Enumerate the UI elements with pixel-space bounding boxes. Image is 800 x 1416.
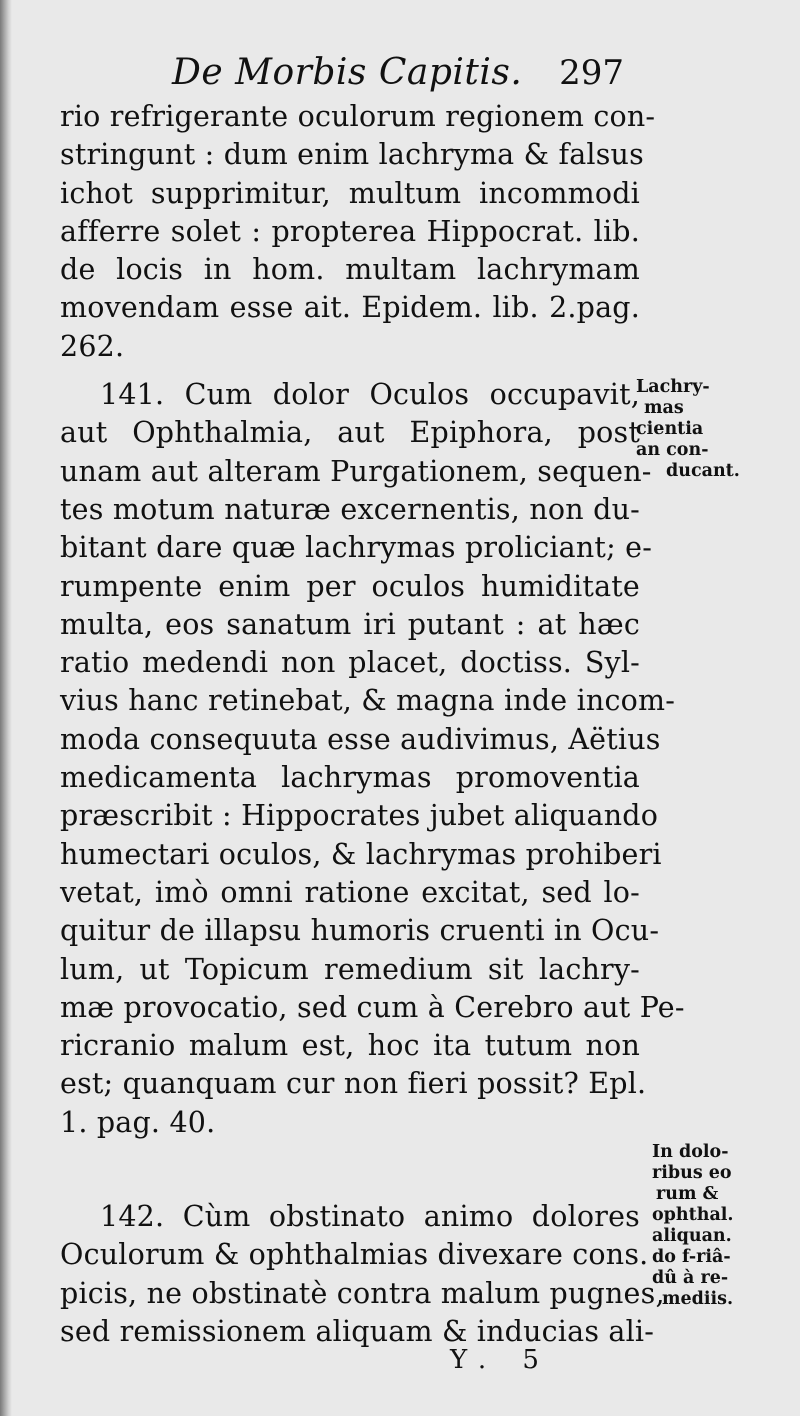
text-line: sed remissionem aliquam & inducias ali-: [60, 1314, 655, 1348]
text-line: vius hanc retinebat, & magna inde incom-: [60, 684, 676, 718]
text-line: de locis in hom. multam lachrymam: [60, 253, 640, 287]
margin-note-line: do f-riâ-: [652, 1247, 731, 1267]
text-line: rio refrigerante oculorum regionem con-: [60, 100, 656, 133]
text-line: unam aut alteram Purgationem, sequen-: [60, 454, 652, 488]
text-line: ricranio malum est, hoc ita tutum non: [60, 1029, 640, 1063]
margin-note-line: rum &: [656, 1184, 719, 1204]
signature-mark: Y. 5: [450, 1345, 553, 1375]
paragraph-gap: [60, 1142, 640, 1198]
page-number: 297: [559, 53, 624, 93]
margin-note-line: an con-: [636, 440, 709, 460]
page-header: [60, 48, 630, 98]
text-line: medicamenta lachrymas promoventia: [60, 761, 640, 795]
margin-note-line: mas: [644, 398, 684, 418]
margin-note-line: aliquan.: [652, 1226, 732, 1246]
margin-note-line: ribus eo: [652, 1163, 732, 1183]
text-line: 1. pag. 40.: [60, 1105, 216, 1139]
text-line: quitur de illapsu humoris cruenti in Ocu-: [60, 914, 660, 948]
margin-note-line: ducant.: [666, 461, 740, 481]
text-line: humectari oculos, & lachrymas prohiberi: [60, 837, 662, 871]
text-line: movendam esse ait. Epidem. lib. 2.pag.: [60, 291, 640, 325]
paragraph-142-first-line: 142. Cùm obstinato animo dolores: [100, 1200, 640, 1234]
text-line: stringunt : dum enim lachryma & falsus: [60, 138, 644, 172]
margin-note-line: mediis.: [662, 1289, 734, 1309]
text-line: picis, ne obstinatè contra malum pugnes,: [60, 1276, 665, 1310]
text-line: moda consequuta esse audivimus, Aëtius: [60, 722, 661, 756]
text-line: ratio medendi non placet, doctiss. Syl-: [60, 646, 640, 680]
running-head: De Morbis Capitis.: [172, 52, 523, 93]
page-gutter-shadow: [0, 0, 12, 1416]
text-line: lum, ut Topicum remedium sit lachry-: [60, 952, 640, 986]
margin-note-line: ophthal.: [652, 1205, 734, 1225]
text-line: bitant dare quæ lachrymas proliciant; e-: [60, 531, 653, 565]
paragraph-141-first-line: 141. Cum dolor Oculos occupavit,: [100, 378, 640, 412]
text-line: tes motum naturæ excernentis, non du-: [60, 492, 640, 526]
margin-note-in-doloribus: [636, 1142, 734, 1310]
text-line: Oculorum & ophthalmias divexare cons.: [60, 1238, 649, 1272]
margin-note-line: In dolo-: [652, 1142, 729, 1162]
margin-note-lachrymas: [636, 377, 740, 482]
text-line: rumpente enim per oculos humiditate: [60, 569, 640, 603]
text-line: est; quanquam cur non fieri possit? Epl.: [60, 1067, 647, 1101]
text-line: præscribit : Hippocrates jubet aliquando: [60, 799, 659, 833]
text-line: aut Ophthalmia, aut Epiphora, post: [60, 416, 640, 450]
margin-note-line: cientia: [636, 419, 704, 439]
text-line: afferre solet : propterea Hippocrat. lib.: [60, 214, 640, 248]
paragraph-gap: [60, 366, 640, 376]
text-line: multa, eos sanatum iri putant : at hæc: [60, 607, 640, 641]
margin-note-line: Lachry-: [636, 377, 710, 397]
text-line: 262.: [60, 329, 125, 363]
text-line: ichot supprimitur, multum incommodi: [60, 176, 640, 210]
margin-note-line: dû à re-: [652, 1268, 729, 1288]
text-line: vetat, imò omni ratione excitat, sed lo-: [60, 875, 640, 909]
text-line: mæ provocatio, sed cum à Cerebro aut Pe-: [60, 990, 685, 1024]
